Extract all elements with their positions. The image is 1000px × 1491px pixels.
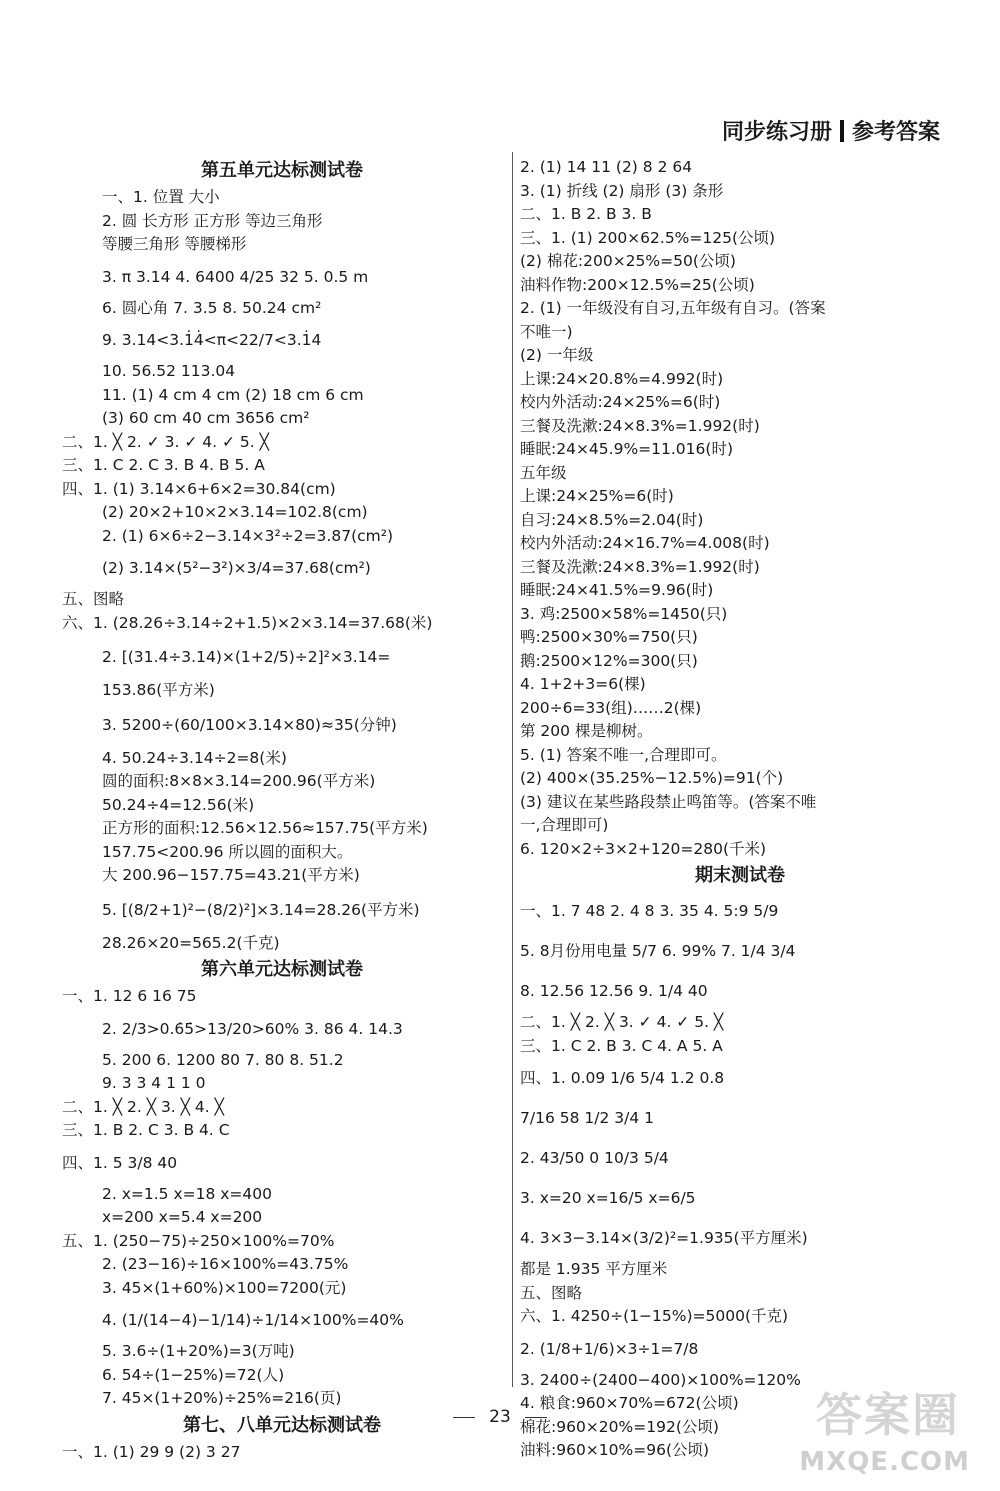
answer-line: 二、1. ╳ 2. ╳ 3. ╳ 4. ╳ — [62, 1097, 224, 1116]
answer-line: 四、1. 0.09 1/6 5/4 1.2 0.8 — [520, 1069, 725, 1087]
answer-line: 油料作物:200×12.5%=25(公顷) — [520, 275, 755, 294]
answer-line: 二、1. B 2. B 3. B — [520, 205, 652, 223]
answer-line: 5. 8月份用电量 5/7 6. 99% 7. 1/4 3/4 — [520, 942, 796, 960]
answer-line: 50.24÷4=12.56(米) — [102, 795, 255, 814]
answer-line: 都是 1.935 平方厘米 — [520, 1260, 668, 1278]
section-heading: 期末测试卷 — [695, 865, 785, 886]
page-number-text: 23 — [489, 1407, 511, 1427]
answer-line: 2. 2/3>0.6̇5̇>13/20>60% 3. 86 4. 14.3 — [102, 1019, 403, 1038]
answer-line: 三、1. (1) 200×62.5%=125(公顷) — [520, 228, 776, 247]
header-divider — [840, 120, 844, 142]
answer-line: 自习:24×8.5%=2.04(时) — [520, 510, 704, 529]
answer-line: 鸭:2500×30%=750(只) — [520, 628, 698, 646]
watermark-logo — [798, 1388, 978, 1479]
answer-line: 9. 3 3 4 1 1 0 — [102, 1074, 206, 1092]
answer-line: 三、1. B 2. C 3. B 4. C — [62, 1121, 230, 1139]
answer-line: 三、1. C 2. C 3. B 4. B 5. A — [62, 456, 265, 474]
answer-line: (2) 棉花:200×25%=50(公顷) — [520, 252, 736, 270]
answer-line: 2. (1) 6×6÷2−3.14×3²÷2=3.87(cm²) — [102, 526, 393, 545]
answer-line: 鹅:2500×12%=300(只) — [520, 651, 698, 670]
section-heading: 第七、八单元达标测试卷 — [183, 1414, 381, 1436]
answer-line: 7/16 58 1/2 3/4 1 — [520, 1109, 654, 1127]
answer-line: 2. x=1.5 x=18 x=400 — [102, 1184, 273, 1203]
answer-line: 五年级 — [520, 463, 567, 482]
answer-line: 10. 56.52 113.04 — [102, 362, 236, 380]
answer-line: 3. 2400÷(2400−400)×100%=120% — [520, 1370, 801, 1389]
answer-line: 五、1. (250−75)÷250×100%=70% — [62, 1231, 335, 1250]
answer-line: 11. (1) 4 cm 4 cm (2) 18 cm 6 cm — [102, 385, 364, 404]
answer-line: 睡眠:24×45.9%=11.016(时) — [520, 440, 733, 458]
answer-line: 4. 粮食:960×70%=672(公顷) — [520, 1394, 739, 1412]
answer-line: 4. 1+2+3=6(棵) — [520, 675, 646, 693]
answer-line: 5. (1) 答案不唯一,合理即可。 — [520, 745, 727, 764]
answer-line: 棉花:960×20%=192(公顷) — [520, 1417, 719, 1436]
answer-line: 等腰三角形 等腰梯形 — [102, 235, 247, 253]
answer-line: 油料:960×10%=96(公顷) — [520, 1441, 710, 1459]
answer-line: 5. [(8/2+1)²−(8/2)²]×3.14=28.26(平方米) — [102, 900, 420, 919]
answer-line: 三、1. C 2. B 3. C 4. A 5. A — [520, 1036, 723, 1055]
answer-line: 3. 5200÷(60/100×3.14×80)≈35(分钟) — [102, 715, 397, 734]
book-title: 同步练习册 — [721, 120, 832, 145]
answer-line: 3. 45×(1+60%)×100=7200(元) — [102, 1278, 347, 1297]
answer-line: (3) 建议在某些路段禁止鸣笛等。(答案不唯 — [520, 792, 817, 811]
answer-line: 4. 50.24÷3.14÷2=8(米) — [102, 748, 287, 767]
answer-line: 一、1. 位置 大小 — [102, 188, 220, 206]
answer-line: 5. 200 6. 1200 80 7. 80 8. 51.2 — [102, 1050, 344, 1069]
answer-line: 上课:24×25%=6(时) — [520, 487, 674, 505]
answer-line: 2. (23−16)÷16×100%=43.75% — [102, 1255, 349, 1273]
answer-line: (2) 20×2+10×2×3.14=102.8(cm) — [102, 503, 368, 521]
answer-line: 校内外活动:24×25%=6(时) — [520, 393, 721, 411]
answer-line: 4. (1/(14−4)−1/14)÷1/14×100%=40% — [102, 1311, 404, 1329]
answer-line: 不唯一) — [520, 322, 573, 341]
answer-line: 2. 圆 长方形 正方形 等边三角形 — [102, 211, 323, 230]
answer-line: 6. 120×2÷3×2+120=280(千米) — [520, 839, 767, 858]
answer-line: 第 200 棵是柳树。 — [520, 722, 653, 740]
answer-line: 6. 54÷(1−25%)=72(人) — [102, 1365, 285, 1384]
answer-line: 3. π 3.14 4. 6400 4/25 32 5. 0.5 m — [102, 267, 369, 286]
answer-line: (2) 400×(35.25%−12.5%)=91(个) — [520, 769, 784, 787]
answer-line: 一、1. 12 6 16 75 — [62, 987, 197, 1005]
answer-line: (2) 一年级 — [520, 346, 594, 364]
answer-line: 五、图略 — [62, 590, 125, 608]
answer-line: 6. 圆心角 7. 3.5 8. 50.24 cm² — [102, 298, 322, 317]
answer-line: (2) 3.14×(5²−3²)×3/4=37.68(cm²) — [102, 559, 371, 577]
watermark-small: MXQE.COM — [799, 1447, 970, 1477]
answer-line: 28.26×20=565.2(千克) — [102, 933, 280, 952]
answer-line: 153.86(平方米) — [102, 681, 215, 699]
answer-line: (3) 60 cm 40 cm 3656 cm² — [102, 409, 310, 427]
answer-line: 8. 12.56 12.56 9. 1/4 40 — [520, 982, 708, 1000]
answer-line: 三餐及洗漱:24×8.3%=1.992(时) — [520, 416, 760, 435]
answer-line: 上课:24×20.8%=4.992(时) — [520, 369, 724, 388]
answer-line: 一、1. (1) 29 9 (2) 3 27 — [62, 1442, 241, 1461]
answer-line: 圆的面积:8×8×3.14=200.96(平方米) — [102, 772, 376, 790]
answer-line: 三餐及洗漱:24×8.3%=1.992(时) — [520, 557, 760, 576]
answer-line: 3. x=20 x=16/5 x=6/5 — [520, 1189, 696, 1207]
answer-line: 一、1. 7 48 2. 4 8 3. 35 4. 5:9 5/9 — [520, 902, 779, 920]
answer-line: x=200 x=5.4 x=200 — [102, 1208, 263, 1226]
left-column — [62, 156, 502, 1464]
answer-line: 2. (1) 一年级没有自习,五年级有自习。(答案 — [520, 299, 826, 317]
answer-line: 大 200.96−157.75=43.21(平方米) — [102, 866, 360, 884]
section-title: 参考答案 — [851, 120, 940, 145]
answer-line: 2. [(31.4÷3.14)×(1+2/5)÷2]²×3.14= — [102, 648, 391, 666]
answer-line: 五、图略 — [520, 1283, 583, 1302]
answer-line: 2. (1/8+1/6)×3÷1=7/8 — [520, 1339, 699, 1358]
dash-right — [525, 1417, 547, 1418]
section-heading: 第六单元达标测试卷 — [201, 959, 363, 980]
answer-line: 一,合理即可) — [520, 816, 609, 834]
answer-line: 200÷6=33(组)……2(棵) — [520, 698, 702, 717]
answer-line: 157.75<200.96 所以圆的面积大。 — [102, 842, 353, 861]
answer-line: 四、1. (1) 3.14×6+6×2=30.84(cm) — [62, 479, 336, 498]
answer-line: 9. 3.14<3.1̇4̇<π<22/7<3.1̇4 — [102, 331, 322, 349]
answer-line: 二、1. ╳ 2. ✓ 3. ✓ 4. ✓ 5. ╳ — [62, 432, 269, 451]
answer-line: 校内外活动:24×16.7%=4.008(时) — [520, 534, 770, 552]
section-heading: 第五单元达标测试卷 — [201, 160, 363, 181]
answer-line: 2. (1) 14 11 (2) 8 2 64 — [520, 158, 693, 176]
column-divider — [512, 152, 513, 1387]
answer-line: 4. 3×3−3.14×(3/2)²=1.935(平方厘米) — [520, 1229, 808, 1247]
answer-line: 四、1. 5 3/8 40 — [62, 1153, 178, 1172]
answer-line: 7. 45×(1+20%)÷25%=216(页) — [102, 1389, 342, 1407]
answer-line: 2. 43/50 0 10/3 5/4 — [520, 1149, 669, 1167]
answer-line: 5. 3.6÷(1+20%)=3(万吨) — [102, 1342, 295, 1360]
answer-line: 正方形的面积:12.56×12.56≈157.75(平方米) — [102, 819, 428, 837]
page-header — [722, 115, 940, 146]
dash-left — [453, 1417, 475, 1418]
answer-line: 3. 鸡:2500×58%=1450(只) — [520, 604, 728, 623]
right-column — [520, 156, 960, 1463]
answer-line: 睡眠:24×41.5%=9.96(时) — [520, 581, 714, 599]
answer-line: 3. (1) 折线 (2) 扇形 (3) 条形 — [520, 181, 724, 200]
answer-line: 二、1. ╳ 2. ╳ 3. ✓ 4. ✓ 5. ╳ — [520, 1013, 724, 1031]
answer-line: 六、1. (28.26÷3.14÷2+1.5)×2×3.14=37.68(米) — [62, 613, 433, 632]
answer-line: 六、1. 4250÷(1−15%)=5000(千克) — [520, 1307, 789, 1325]
watermark-big: 答案圈 — [816, 1388, 960, 1442]
